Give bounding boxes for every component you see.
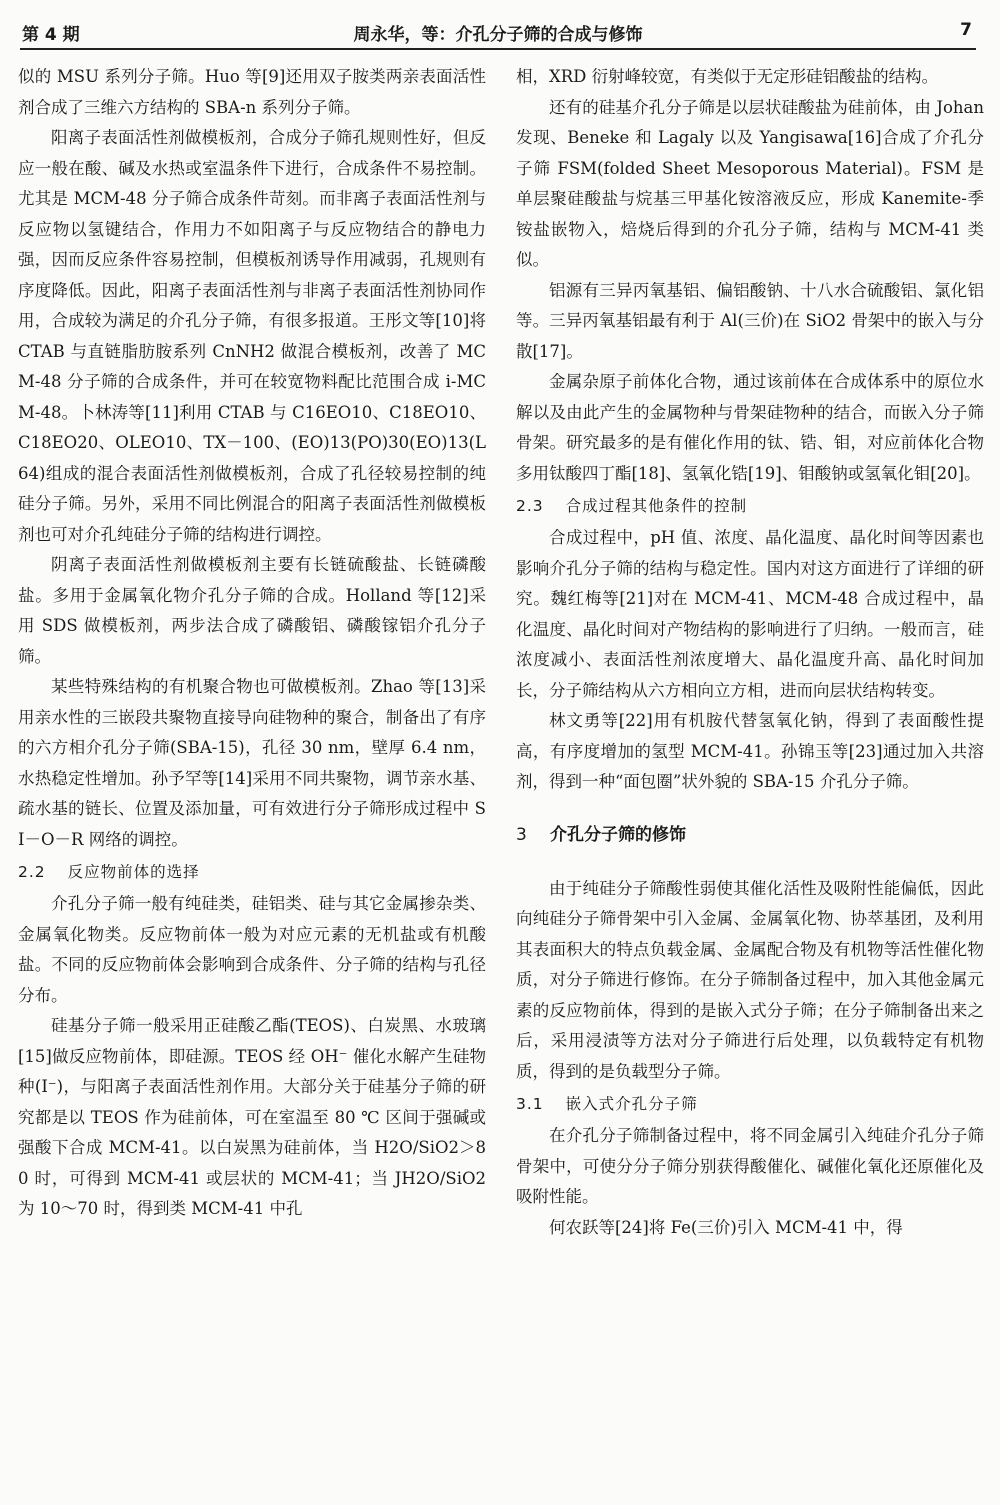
section-title: 介孔分子筛的修饰 bbox=[550, 824, 686, 845]
right-column bbox=[516, 62, 984, 1243]
paragraph: 铝源有三异丙氧基铝、偏铝酸钠、十八水合硫酸铝、氯化铝等。三异丙氧基铝最有利于 Al(三价)在 SiO2 骨架中的嵌入与分散[17]。 bbox=[516, 280, 984, 361]
paragraph: 合成过程中，pH 值、浓度、晶化温度、晶化时间等因素也影响介孔分子筛的结构与稳定性。国内对这方面进行了详细的研究。魏红梅等[21]对在 MCM-41、MCM-48 合成过程中，晶化温度、晶化时间对产物结构的影响进行了归纳。一般而言，硅浓度减小、表面活性剂浓度增大、晶化温度升高、晶化时间加长，分子筛结构从六方相向立方相，进而向层状结构转变。 bbox=[516, 528, 984, 700]
paragraph: 相，XRD 衍射峰较宽，有类似于无定形硅铝酸盐的结构。 bbox=[516, 67, 939, 86]
subsection-heading-2-2 bbox=[18, 858, 486, 886]
section-number: 3 bbox=[516, 824, 527, 845]
paragraph: 由于纯硅分子筛酸性弱使其催化活性及吸附性能偏低，因此向纯硅分子筛骨架中引入金属、金属氧化物、协萃基团，及利用其表面积大的特点负载金属、金属配合物及有机物等活性催化物质，对分子筛进行修饰。在分子筛制备过程中，加入其他金属元素的反应物前体，得到的是嵌入式分子筛；在分子筛制备出来之后，采用浸渍等方法对分子筛进行后处理，以负载特定有机物质，得到的是负载型分子筛。 bbox=[516, 878, 984, 1081]
subsection-number: 2.2 bbox=[18, 863, 46, 881]
page-number: 7 bbox=[960, 20, 972, 40]
paragraph: 金属杂原子前体化合物，通过该前体在合成体系中的原位水解以及由此产生的金属物种与骨架硅物种的结合，而嵌入分子筛骨架。研究最多的是有催化作用的钛、锆、钼，对应前体化合物多用钛酸四丁酯[18]、氢氧化锆[19]、钼酸钠或氢氧化钼[20]。 bbox=[516, 372, 984, 483]
paragraph: 还有的硅基介孔分子筛是以层状硅酸盐为硅前体，由 Johan 发现、Beneke 和 Lagaly 以及 Yangisawa[16]合成了介孔分子筛 FSM(folded Sheet Mesoporous Material)。FSM 是单层聚硅酸盐与烷基三甲基化铵溶液反应，形成 Kanemite-季铵盐嵌物入，焙烧后得到的介孔分子筛，结构与 MCM-41 类似。 bbox=[516, 97, 984, 269]
subsection-title: 反应物前体的选择 bbox=[67, 863, 200, 881]
subsection-title: 嵌入式介孔分子筛 bbox=[565, 1095, 698, 1113]
paragraph: 林文勇等[22]用有机胺代替氢氧化钠，得到了表面酸性提高，有序度增加的氢型 MCM-41。孙锦玉等[23]通过加入共溶剂，得到一种“面包圈”状外貌的 SBA-15 介孔分子筛。 bbox=[516, 711, 984, 791]
running-title: 周永华，等：介孔分子筛的合成与修饰 bbox=[353, 25, 643, 45]
paragraph: 硅基分子筛一般采用正硅酸乙酯(TEOS)、白炭黑、水玻璃[15]做反应物前体，即硅源。TEOS 经 OH⁻ 催化水解产生硅物种(I⁻)，与阳离子表面活性剂作用。大部分关于硅基分子筛的研究都是以 TEOS 作为硅前体，可在室温至 80 ℃ 区间于强碱或强酸下合成 MCM-41。以白炭黑为硅前体，当 H2O/SiO2＞80 时，可得到 MCM-41 或层状的 MCM-41；当 JH2O/SiO2 为 10～70 时，得到类 MCM-41 中孔 bbox=[18, 1016, 486, 1218]
paragraph: 阴离子表面活性剂做模板剂主要有长链硫酸盐、长链磷酸盐。多用于金属氧化物介孔分子筛的合成。Holland 等[12]采用 SDS 做模板剂，两步法合成了磷酸铝、磷酸镓铝介孔分子筛。 bbox=[18, 555, 486, 666]
subsection-heading-2-3 bbox=[516, 492, 984, 520]
section-heading-3 bbox=[516, 820, 984, 850]
paragraph: 某些特殊结构的有机聚合物也可做模板剂。Zhao 等[13]采用亲水性的三嵌段共聚物直接导向硅物种的聚合，制备出了有序的六方相介孔分子筛(SBA-15)，孔径 30 nm，壁厚 6.4 nm，水热稳定性增加。孙予罕等[14]采用不同共聚物，调节亲水基、疏水基的链长、位置及添加量，可有效进行分子筛形成过程中 SI－O－R 网络的调控。 bbox=[18, 677, 486, 849]
running-header bbox=[20, 14, 976, 50]
left-column bbox=[18, 62, 486, 1225]
paragraph: 在介孔分子筛制备过程中，将不同金属引入纯硅介孔分子筛骨架中，可使分分子筛分别获得酸催化、碱催化氧化还原催化及吸附性能。 bbox=[516, 1126, 984, 1206]
paragraph: 介孔分子筛一般有纯硅类，硅铝类、硅与其它金属掺杂类、金属氧化物类。反应物前体一般为对应元素的无机盐或有机酸盐。不同的反应物前体会影响到合成条件、分子筛的结构与孔径分布。 bbox=[18, 894, 486, 1005]
paragraph: 阳离子表面活性剂做模板剂，合成分子筛孔规则性好，但反应一般在酸、碱及水热或室温条件下进行，合成条件不易控制。尤其是 MCM-48 分子筛合成条件苛刻。而非离子表面活性剂与反应物以氢键结合，作用力不如阳离子与反应物结合的静电力强，因而反应条件容易控制，但模板剂诱导作用减弱，孔规则有序度降低。因此，阳离子表面活性剂与非离子表面活性剂协同作用，合成较为满足的介孔分子筛，有很多报道。王彤文等[10]将 CTAB 与直链脂肪胺系列 CnNH2 做混合模板剂，改善了 MCM-48 分子筛的合成条件，并可在较宽物料配比范围合成 i-MCM-48。卜林涛等[11]利用 CTAB 与 C16EO10、C18EO10、C18EO20、OLEO10、TX－100、(EO)13(PO)30(EO)13(L64)组成的混合表面活性剂做模板剂，合成了孔径较易控制的纯硅分子筛。另外，采用不同比例混合的阳离子表面活性剂做模板剂也可对介孔纯硅分子筛的结构进行调控。 bbox=[18, 128, 486, 544]
issue-label: 第 4 期 bbox=[22, 25, 80, 45]
subsection-title: 合成过程其他条件的控制 bbox=[565, 497, 748, 515]
paragraph: 何农跃等[24]将 Fe(三价)引入 MCM-41 中，得 bbox=[549, 1217, 903, 1237]
paragraph: 似的 MSU 系列分子筛。Huo 等[9]还用双子胺类两亲表面活性剂合成了三维六方结构的 SBA-n 系列分子筛。 bbox=[18, 67, 486, 117]
subsection-number: 2.3 bbox=[516, 497, 544, 515]
subsection-number: 3.1 bbox=[516, 1095, 544, 1113]
subsection-heading-3-1 bbox=[516, 1090, 984, 1118]
